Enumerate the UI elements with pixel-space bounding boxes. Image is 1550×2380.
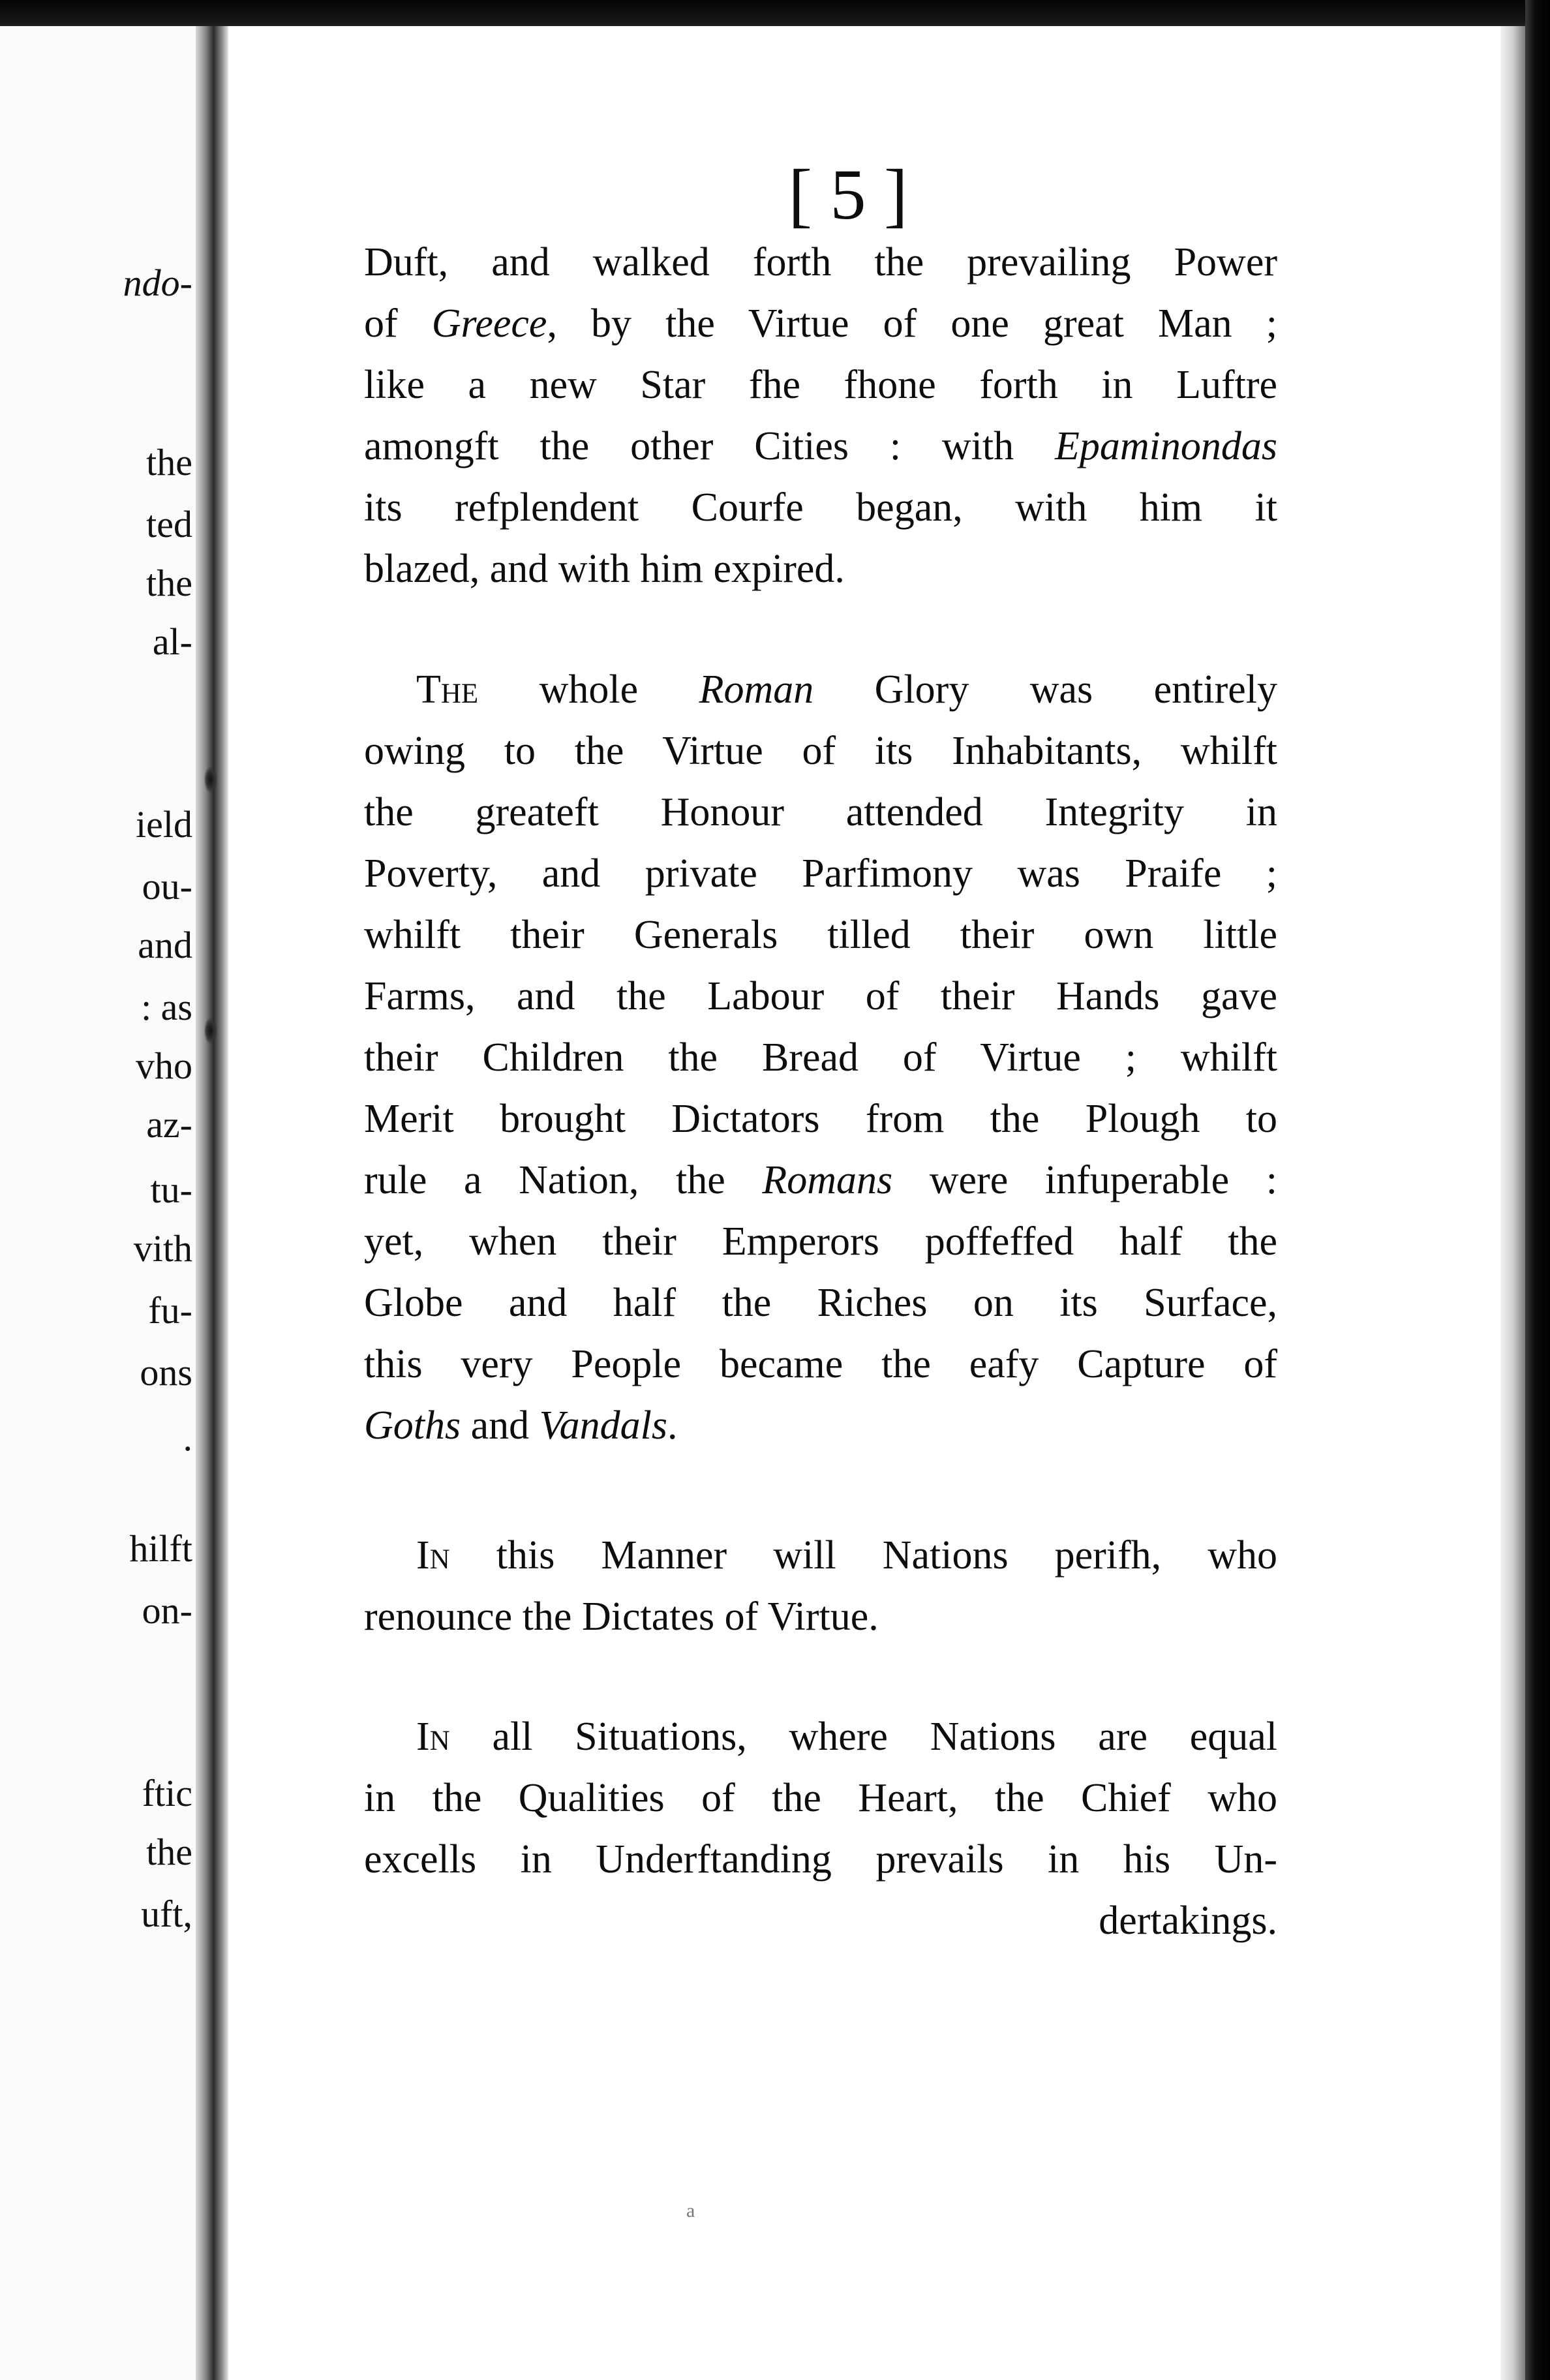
italic-run: Greece xyxy=(431,301,547,346)
text-line xyxy=(364,1211,1277,1272)
paragraph-situations xyxy=(364,1706,1277,1951)
text-line xyxy=(364,659,1277,720)
text-run: and xyxy=(461,1403,539,1448)
text-run: dertakings. xyxy=(1099,1899,1277,1943)
text-run: whilft their Generals tilled their own little xyxy=(364,913,1277,957)
left-page-fragment: hilft xyxy=(129,1527,192,1570)
text-run: their Children the Bread of Virtue ; whilft xyxy=(364,1035,1277,1080)
text-run: Merit brought Dictators from the Plough to xyxy=(364,1097,1277,1141)
text-line xyxy=(364,538,1277,600)
text-run: Globe and half the Riches on its Surface, xyxy=(364,1281,1277,1325)
left-page-fragment: the xyxy=(146,1831,192,1873)
text-line xyxy=(364,232,1277,293)
text-run: like a new Star fhe fhone forth in Luftre xyxy=(364,363,1277,407)
small-caps-run: The xyxy=(416,667,479,712)
left-page-fragment: and xyxy=(138,924,192,966)
paragraph-epaminondas xyxy=(364,232,1277,600)
text-line xyxy=(364,1088,1277,1150)
left-page-fragment: . xyxy=(183,1416,192,1459)
left-page-fragment: al- xyxy=(152,620,192,663)
text-run: all Situations, where Nations are equal xyxy=(449,1715,1277,1759)
text-line xyxy=(364,416,1277,477)
text-run: of xyxy=(364,301,432,346)
text-run: blazed, and with him expired. xyxy=(364,547,845,591)
text-run: were infuperable : xyxy=(892,1158,1277,1202)
text-run: amongft the other Cities : with xyxy=(364,424,1055,468)
text-line xyxy=(364,904,1277,966)
text-line xyxy=(364,1395,1277,1456)
paragraph-nations-perish xyxy=(364,1525,1277,1647)
text-line xyxy=(364,477,1277,538)
italic-run: Vandals xyxy=(539,1403,668,1448)
page-number: [ 5 ] xyxy=(788,155,908,234)
binding-thread-mark xyxy=(204,1018,217,1044)
text-run: . xyxy=(667,1403,678,1448)
left-page-fragment: vith xyxy=(133,1227,192,1270)
text-line xyxy=(364,354,1277,416)
text-line xyxy=(364,1890,1277,1951)
text-run: Poverty, and private Parfimony was Praife ; xyxy=(364,851,1277,896)
left-page-fragment: tu- xyxy=(150,1168,192,1211)
scanner-right-border xyxy=(1525,0,1550,2380)
left-page-fragment: vho xyxy=(136,1045,192,1087)
text-run: its refplendent Courfe began, with him it xyxy=(364,485,1277,530)
left-page-fragment: ou- xyxy=(142,865,192,908)
text-run: whole xyxy=(478,667,699,712)
left-page-fragment: the xyxy=(146,441,192,483)
text-line xyxy=(364,1706,1277,1767)
left-page-fragment: fu- xyxy=(148,1289,192,1332)
text-line xyxy=(364,1586,1277,1647)
italic-run: Roman xyxy=(699,667,814,712)
text-run: , by the Virtue of one great Man ; xyxy=(547,301,1277,346)
left-page-fragment: ndo- xyxy=(123,262,192,304)
text-run: in the Qualities of the Heart, the Chief who xyxy=(364,1776,1277,1820)
book-gutter xyxy=(196,26,228,2380)
text-run: Duft, and walked forth the prevailing Power xyxy=(364,240,1277,284)
text-run: this very People became the eafy Capture of xyxy=(364,1342,1277,1386)
text-line xyxy=(364,843,1277,904)
text-line xyxy=(364,1767,1277,1829)
text-line xyxy=(364,293,1277,354)
left-page-text-fragments xyxy=(0,26,196,2179)
text-run: Glory was entirely xyxy=(813,667,1277,712)
printer-mark: a xyxy=(686,2200,695,2221)
paragraph-roman-glory xyxy=(364,659,1277,1456)
left-page-fragment: uft, xyxy=(141,1893,192,1935)
small-caps-run: In xyxy=(416,1533,450,1578)
text-line xyxy=(364,1525,1277,1586)
text-line xyxy=(364,1027,1277,1088)
left-page-fragment: ield xyxy=(136,803,192,846)
text-line xyxy=(364,966,1277,1027)
text-run: the greateft Honour attended Integrity in xyxy=(364,790,1277,834)
left-facing-page xyxy=(0,26,204,2380)
text-line xyxy=(364,1334,1277,1395)
text-run: rule a Nation, the xyxy=(364,1158,763,1202)
left-page-fragment: the xyxy=(146,562,192,604)
left-page-fragment: : as xyxy=(141,986,192,1028)
left-page-fragment: ted xyxy=(146,503,192,545)
italic-run: Romans xyxy=(762,1158,893,1202)
text-line xyxy=(364,1150,1277,1211)
text-line xyxy=(364,782,1277,843)
text-line xyxy=(364,1829,1277,1890)
text-line xyxy=(364,1272,1277,1334)
left-page-fragment: on- xyxy=(142,1589,192,1632)
text-run: owing to the Virtue of its Inhabitants, whilft xyxy=(364,729,1277,773)
left-page-fragment: ons xyxy=(140,1351,192,1394)
text-run: this Manner will Nations perifh, who xyxy=(449,1533,1277,1578)
text-run: renounce the Dictates of Virtue. xyxy=(364,1594,879,1639)
text-run: excells in Underftanding prevails in his Un- xyxy=(364,1837,1277,1882)
text-run: Farms, and the Labour of their Hands gave xyxy=(364,974,1277,1018)
italic-run: Epaminondas xyxy=(1055,424,1277,468)
text-line xyxy=(364,720,1277,782)
left-page-fragment: ftic xyxy=(142,1772,192,1814)
small-caps-run: In xyxy=(416,1715,450,1759)
italic-run: Goths xyxy=(364,1403,461,1448)
text-run: yet, when their Emperors poffeffed half the xyxy=(364,1219,1277,1264)
page-edge-shadow xyxy=(1500,26,1525,2380)
left-page-fragment: az- xyxy=(146,1103,192,1146)
binding-thread-mark xyxy=(204,767,217,793)
